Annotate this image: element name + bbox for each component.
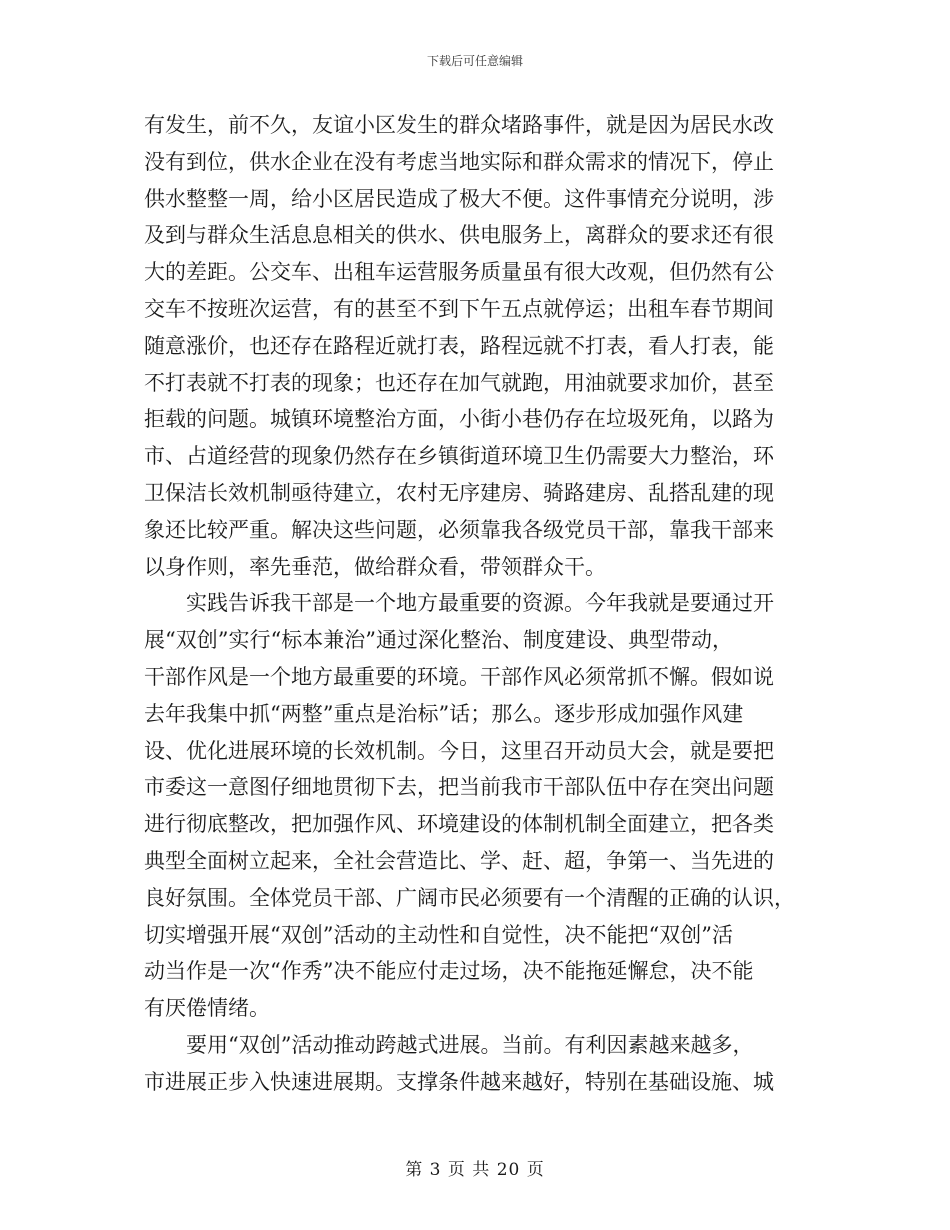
body-text [144, 107, 804, 1101]
text-line: 要用“双创”活动推动跨越式进展。当前。有利因素越来越多， [144, 1032, 754, 1057]
text-line: 市、占道经营的现象仍然存在乡镇街道环境卫生仍需要大力整治，环 [144, 444, 774, 469]
text-line: 拒载的问题。城镇环境整治方面，小街小巷仍存在垃圾死角，以路为 [144, 407, 774, 432]
text-line: 大的差距。公交车、出租车运营服务质量虽有很大改观，但仍然有公 [144, 260, 774, 285]
text-line: 有发生，前不久，友谊小区发生的群众堵路事件，就是因为居民水改 [144, 113, 774, 137]
text-line: 典型全面树立起来，全社会营造比、学、赶、超，争第一、当先进的 [144, 848, 774, 873]
text-line: 市进展正步入快速进展期。支撑条件越来越好，特别在基础设施、城 [144, 1069, 774, 1094]
text-line: 干部作风是一个地方最重要的环境。干部作风必须常抓不懈。假如说 [144, 664, 774, 689]
text-line: 动当作是一次“作秀”决不能应付走过场，决不能拖延懈怠，决不能 [144, 959, 754, 984]
text-line: 供水整整一周，给小区居民造成了极大不便。这件事情充分说明，涉 [144, 186, 774, 211]
text-line: 设、优化进展环境的长效机制。今日，这里召开动员大会，就是要把 [144, 738, 774, 763]
text-line: 卫保洁长效机制亟待建立，农村无序建房、骑路建房、乱搭乱建的现 [144, 480, 774, 505]
text-line: 实践告诉我干部是一个地方最重要的资源。今年我就是要通过开 [144, 591, 774, 616]
page-header: 下载后可任意编辑 [426, 54, 523, 68]
text-line: 随意涨价，也还存在路程近就打表，路程远就不打表，看人打表，能 [144, 333, 774, 358]
text-line: 切实增强开展“双创”活动的主动性和自觉性，决不能把“双创”活 [144, 922, 733, 947]
text-line: 市委这一意图仔细地贯彻下去，把当前我市干部队伍中存在突出问题 [144, 775, 774, 800]
text-line: 没有到位，供水企业在没有考虑当地实际和群众需求的情况下，停止 [144, 149, 774, 174]
text-line: 象还比较严重。解决这些问题，必须靠我各级党员干部，靠我干部来 [144, 517, 774, 542]
text-line: 去年我集中抓“两整”重点是治标”话；那么。逐步形成加强作风建 [144, 701, 744, 726]
text-line: 以身作则，率先垂范，做给群众看，带领群众干。 [144, 554, 606, 579]
text-line: 有厌倦情绪。 [144, 996, 270, 1021]
text-line: 进行彻底整改，把加强作风、环境建设的体制机制全面建立，把各类 [144, 812, 774, 837]
text-line: 及到与群众生活息息相关的供水、供电服务上，离群众的要求还有很 [144, 223, 774, 248]
text-line: 交车不按班次运营，有的甚至不到下午五点就停运；出租车春节期间 [144, 296, 774, 321]
text-line: 不打表就不打表的现象；也还存在加气就跑，用油就要求加价，甚至 [144, 370, 774, 395]
text-line: 良好氛围。全体党员干部、广阔市民必须要有一个清醒的正确的认识， [144, 885, 795, 910]
text-line: 展“双创”实行“标本兼治”通过深化整治、制度建设、典型带动， [144, 628, 733, 653]
page-number: 第 3 页 共 20 页 [405, 1160, 545, 1180]
